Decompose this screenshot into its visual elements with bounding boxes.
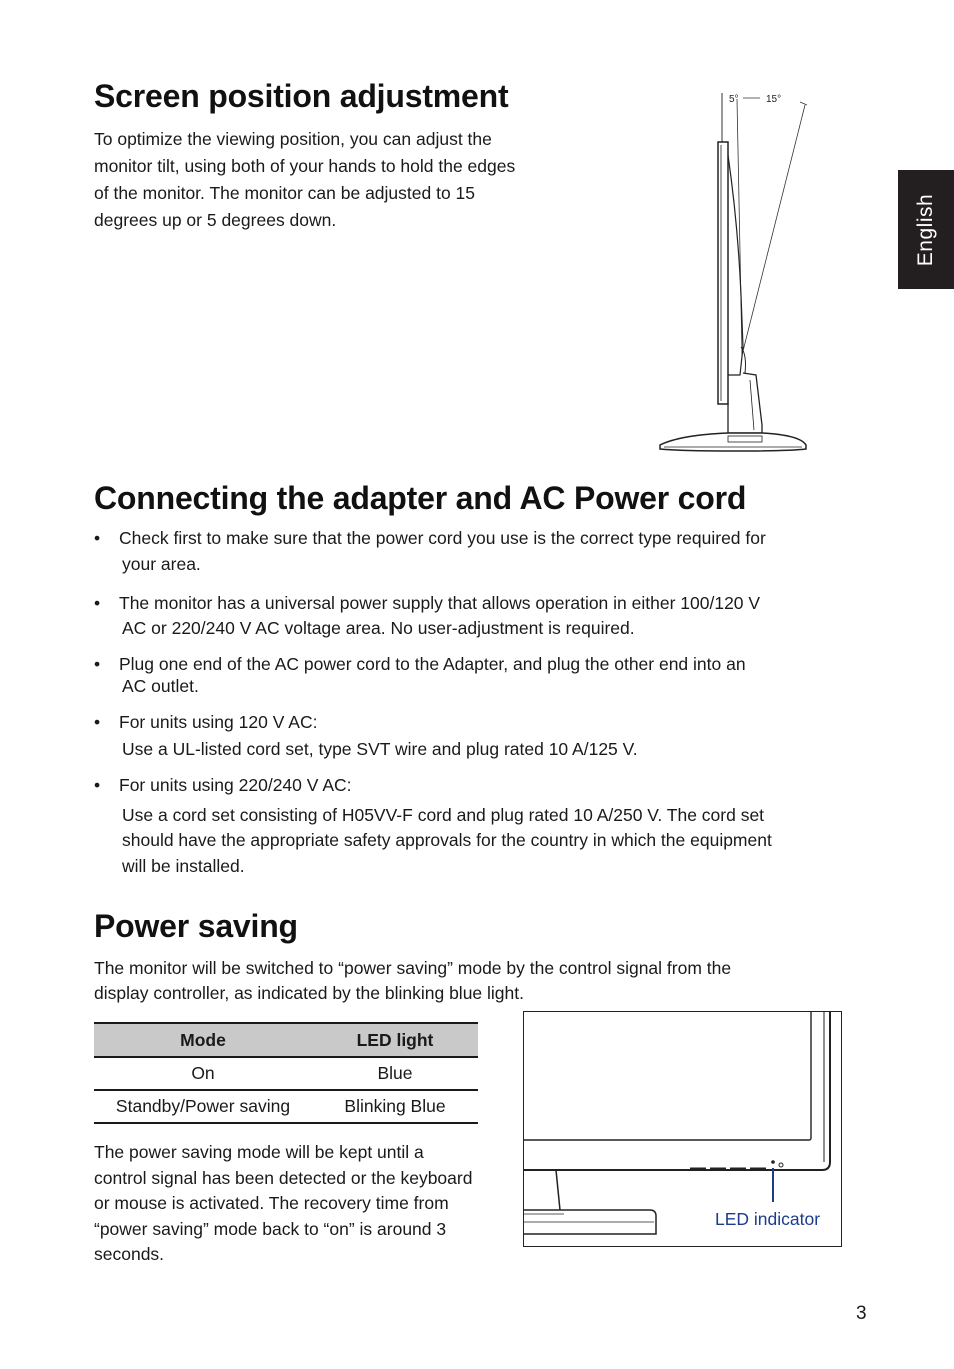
bullet-dot: • bbox=[94, 593, 101, 613]
bullet-continuation: your area. bbox=[122, 554, 201, 574]
led-indicator-illustration bbox=[523, 1011, 842, 1247]
bullet-continuation: Use a UL-listed cord set, type SVT wire and plug rated 10 A/125 V. bbox=[122, 739, 638, 759]
power-button bbox=[779, 1163, 783, 1167]
screen-position-line: degrees up or 5 degrees down. bbox=[94, 210, 337, 230]
screen-position-line: monitor tilt, using both of your hands to hold the edges bbox=[94, 156, 516, 176]
bullet-continuation: will be installed. bbox=[122, 856, 245, 876]
table-row bbox=[94, 1090, 478, 1123]
bezel-edge bbox=[524, 1012, 830, 1170]
power-saving-note-line: The power saving mode will be kept until a bbox=[94, 1142, 424, 1162]
table-cell: On bbox=[94, 1057, 312, 1090]
bullet-continuation: AC or 220/240 V AC voltage area. No user-adjustment is required. bbox=[122, 618, 635, 638]
table-cell: Blinking Blue bbox=[312, 1090, 478, 1123]
bullet-text: Plug one end of the AC power cord to the Adapter, and plug the other end into an bbox=[119, 654, 746, 674]
power-mode-table bbox=[94, 1022, 478, 1124]
monitor-neck bbox=[728, 373, 762, 433]
bullet-dot: • bbox=[94, 775, 101, 795]
monitor-panel bbox=[718, 142, 728, 404]
angle-line-up bbox=[742, 105, 805, 355]
bullet-text: For units using 220/240 V AC: bbox=[119, 775, 352, 795]
power-saving-note-line: seconds. bbox=[94, 1244, 165, 1264]
bullet-item bbox=[94, 652, 894, 702]
led-indicator-label: LED indicator bbox=[715, 1209, 821, 1229]
power-saving-intro bbox=[94, 956, 731, 1006]
screen-position-title: Screen position adjustment bbox=[94, 78, 509, 114]
angle-up-label: 15° bbox=[766, 94, 782, 105]
bullet-dot: • bbox=[94, 654, 101, 674]
power-saving-title: Power saving bbox=[94, 908, 298, 944]
column-header-led-light: LED light bbox=[312, 1023, 478, 1057]
bullet-dot: • bbox=[94, 712, 101, 732]
power-saving-note bbox=[94, 1140, 472, 1268]
power-saving-note-line: “power saving” mode back to “on” is around 3 bbox=[94, 1218, 447, 1239]
bullet-continuation: AC outlet. bbox=[122, 676, 199, 696]
led-dot bbox=[771, 1160, 775, 1164]
monitor-back bbox=[728, 155, 743, 375]
page-number: 3 bbox=[856, 1303, 867, 1324]
bullet-continuation: should have the appropriate safety approvals for the country in which the equipment bbox=[122, 830, 772, 850]
screen-position-line: To optimize the viewing position, you can adjust the bbox=[94, 129, 492, 149]
power-saving-intro-line: The monitor will be switched to “power saving” mode by the control signal from the bbox=[94, 958, 732, 978]
adapter-title: Connecting the adapter and AC Power cord bbox=[94, 480, 747, 516]
column-header-mode: Mode bbox=[94, 1023, 312, 1057]
table-cell: Standby/Power saving bbox=[94, 1090, 312, 1123]
screen-position-text bbox=[94, 126, 594, 234]
bullet-dot: • bbox=[94, 528, 101, 548]
bullet-continuation: Use a cord set consisting of H05VV-F cord and plug rated 10 A/250 V. The cord set bbox=[122, 805, 765, 825]
bullet-item bbox=[94, 773, 894, 883]
bullet-item bbox=[94, 710, 894, 765]
angle-down-label: 5° bbox=[729, 94, 739, 105]
screen-position-line: of the monitor. The monitor can be adjusted to 15 bbox=[94, 183, 476, 203]
monitor-tilt-diagram bbox=[650, 85, 820, 460]
bullet-item bbox=[94, 526, 894, 581]
bullet-text: For units using 120 V AC: bbox=[119, 712, 318, 732]
table-cell: Blue bbox=[312, 1057, 478, 1090]
bullet-item bbox=[94, 591, 894, 646]
bullet-text: The monitor has a universal power supply that allows operation in either 100/120 V bbox=[119, 593, 761, 613]
power-saving-note-line: control signal has been detected or the keyboard bbox=[94, 1167, 473, 1188]
table-row bbox=[94, 1057, 478, 1090]
language-tab bbox=[898, 170, 954, 289]
power-saving-note-line: or mouse is activated. The recovery time from bbox=[94, 1193, 449, 1213]
bullet-text: Check first to make sure that the power cord you use is the correct type required for bbox=[119, 528, 766, 548]
table-header-row bbox=[94, 1023, 478, 1057]
language-tab-label: English bbox=[914, 193, 937, 266]
screen-edge bbox=[524, 1012, 811, 1140]
power-saving-intro-line: display controller, as indicated by the blinking blue light. bbox=[94, 983, 524, 1003]
